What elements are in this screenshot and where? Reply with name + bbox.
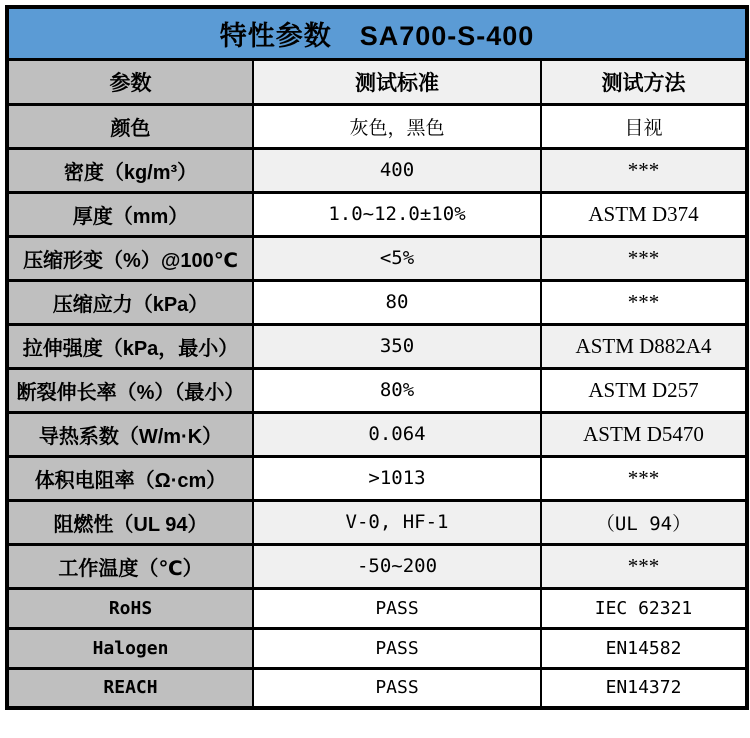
table-row-operating-temperature <box>7 544 747 588</box>
standard-cell: PASS <box>253 628 541 668</box>
method-cell: ASTM D5470 <box>541 412 747 456</box>
method-cell: *** <box>541 280 747 324</box>
standard-cell: 灰色，黑色 <box>253 104 541 148</box>
param-cell: 密度（kg/m³） <box>7 148 253 192</box>
standard-cell: >1013 <box>253 456 541 500</box>
table-row-color <box>7 104 747 148</box>
standard-cell: -50~200 <box>253 544 541 588</box>
table-row-thickness <box>7 192 747 236</box>
table-title-row <box>7 7 747 59</box>
column-header-row <box>7 59 747 104</box>
column-header-param: 参数 <box>7 59 253 104</box>
standard-cell: V-0, HF-1 <box>253 500 541 544</box>
method-cell: ASTM D257 <box>541 368 747 412</box>
param-cell: 工作温度（℃） <box>7 544 253 588</box>
table-row-halogen <box>7 628 747 668</box>
standard-cell: 0.064 <box>253 412 541 456</box>
table-row-density <box>7 148 747 192</box>
param-cell: 颜色 <box>7 104 253 148</box>
table-row-flame-retardancy <box>7 500 747 544</box>
table-row-volume-resistivity <box>7 456 747 500</box>
standard-cell: 80 <box>253 280 541 324</box>
standard-cell: PASS <box>253 668 541 708</box>
table-title: 特性参数 SA700-S-400 <box>7 7 747 59</box>
param-cell: 压缩形变（%）@100℃ <box>7 236 253 280</box>
column-header-method: 测试方法 <box>541 59 747 104</box>
param-cell: 压缩应力（kPa） <box>7 280 253 324</box>
method-cell: *** <box>541 544 747 588</box>
param-cell: 阻燃性（UL 94） <box>7 500 253 544</box>
standard-cell: 350 <box>253 324 541 368</box>
param-cell: 拉伸强度（kPa，最小） <box>7 324 253 368</box>
spec-table <box>5 5 749 710</box>
method-cell: *** <box>541 456 747 500</box>
table-row-compression-stress <box>7 280 747 324</box>
method-cell: EN14372 <box>541 668 747 708</box>
standard-cell: 400 <box>253 148 541 192</box>
table-row-elongation <box>7 368 747 412</box>
method-cell: *** <box>541 236 747 280</box>
standard-cell: 1.0~12.0±10% <box>253 192 541 236</box>
table-row-compression-set <box>7 236 747 280</box>
table-row-thermal-conductivity <box>7 412 747 456</box>
param-cell: REACH <box>7 668 253 708</box>
standard-cell: <5% <box>253 236 541 280</box>
table-row-rohs <box>7 588 747 628</box>
param-cell: RoHS <box>7 588 253 628</box>
method-cell: 目视 <box>541 104 747 148</box>
param-cell: 导热系数（W/m·K） <box>7 412 253 456</box>
method-cell: IEC 62321 <box>541 588 747 628</box>
method-cell: EN14582 <box>541 628 747 668</box>
method-cell: （UL 94） <box>541 500 747 544</box>
param-cell: 厚度（mm） <box>7 192 253 236</box>
param-cell: Halogen <box>7 628 253 668</box>
standard-cell: PASS <box>253 588 541 628</box>
table-row-tensile-strength <box>7 324 747 368</box>
method-cell: *** <box>541 148 747 192</box>
param-cell: 断裂伸长率（%）（最小） <box>7 368 253 412</box>
method-cell: ASTM D374 <box>541 192 747 236</box>
method-cell: ASTM D882A4 <box>541 324 747 368</box>
table-row-reach <box>7 668 747 708</box>
column-header-standard: 测试标准 <box>253 59 541 104</box>
param-cell: 体积电阻率（Ω·cm） <box>7 456 253 500</box>
standard-cell: 80% <box>253 368 541 412</box>
